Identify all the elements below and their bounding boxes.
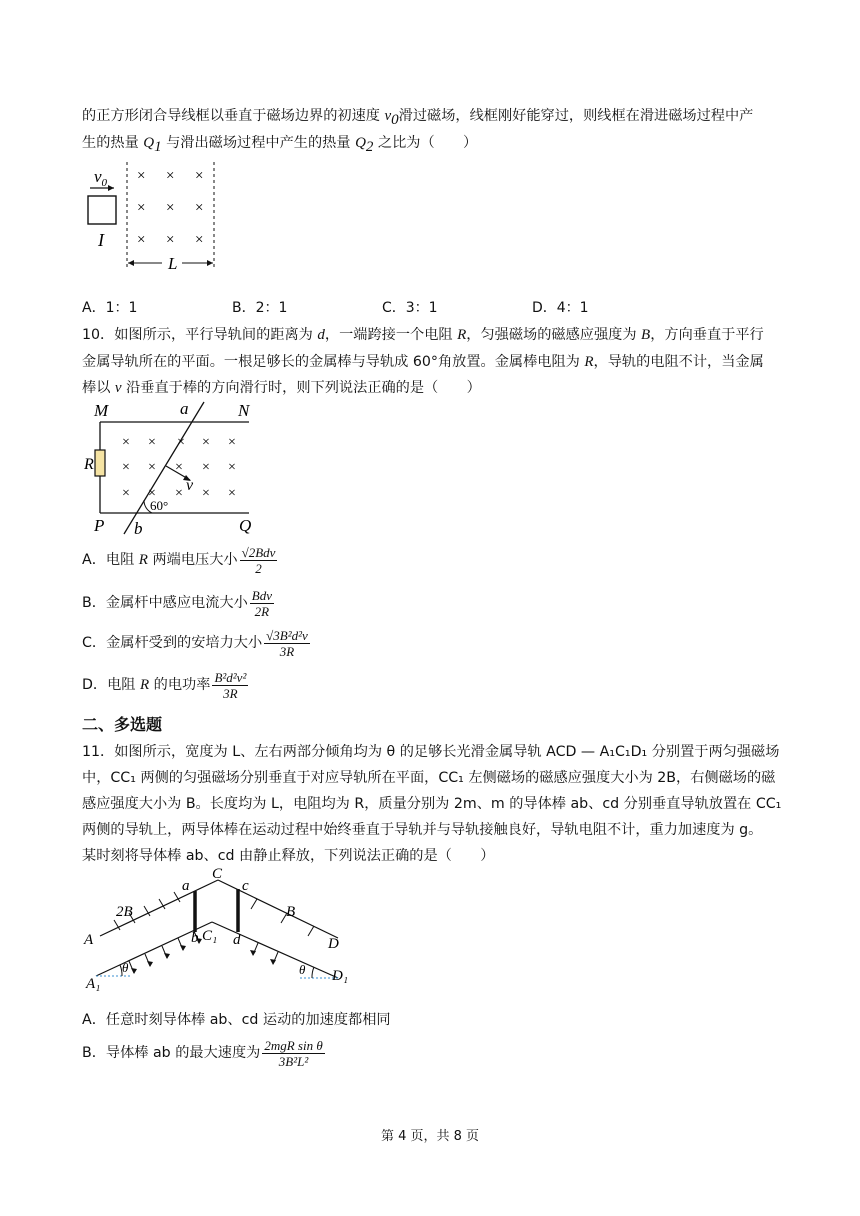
q11-fig-A1: A₁ xyxy=(86,976,101,992)
q10-fig-R: R xyxy=(84,456,94,473)
svg-text:×: × xyxy=(177,435,185,450)
q11-line5: 某时刻将导体棒 ab、cd 由静止释放，下列说法正确的是（ ） xyxy=(82,848,495,864)
q9-option-d[interactable]: D．4：1 xyxy=(532,300,589,316)
svg-text:×: × xyxy=(122,460,130,475)
q9-option-b[interactable]: B．2：1 xyxy=(232,300,288,316)
svg-text:×: × xyxy=(166,232,175,248)
svg-text:×: × xyxy=(166,168,175,184)
q10-fig-resistor xyxy=(95,450,105,476)
q10-option-c-formula: $\frac{\text{√3B²d²v}}{3R}$ xyxy=(266,627,308,659)
svg-text:×: × xyxy=(195,232,204,248)
svg-text:×: × xyxy=(175,486,183,501)
q11-fig-D1: D₁ xyxy=(332,968,349,984)
q10-option-b[interactable]: B．金属杆中感应电流大小 $\frac{\text{Bdv}}{2R}$ xyxy=(82,587,273,619)
q11-fig-C: C xyxy=(212,866,223,882)
q11-fig-C1: C₁ xyxy=(202,928,218,944)
svg-text:×: × xyxy=(148,435,156,450)
q11-fig-theta-left: θ xyxy=(122,960,129,975)
svg-text:×: × xyxy=(148,486,156,501)
page-footer: 第 4 页，共 8 页 xyxy=(380,1129,480,1144)
q9-figure xyxy=(82,160,232,278)
section-title: 二、多选题 xyxy=(82,715,163,734)
q11-line1: 11．如图所示，宽度为 L、左右两部分倾角均为 θ 的足够长光滑金属导轨 ACD — A₁C₁D₁ 分别置于两匀强磁场 xyxy=(82,744,780,760)
q10-option-c[interactable]: C．金属杆受到的安培力大小 $\frac{\text{√3B²d²v}}{3R}$ xyxy=(82,627,308,659)
svg-text:×: × xyxy=(228,460,236,475)
q10-option-a-formula: $\frac{\text{√2Bdv}}{2}$ xyxy=(241,544,276,576)
q11-fig-right-field: B xyxy=(286,904,296,920)
svg-text:×: × xyxy=(202,486,210,501)
q10-line3: 棒以 v 沿垂直于棒的方向滑行时，则下列说法正确的是（ ） xyxy=(82,380,481,396)
q10-fig-b: b xyxy=(134,519,143,538)
q11-fig-theta-right: θ xyxy=(299,962,306,977)
q9-line1: 的正方形闭合导线框以垂直于磁场边界的初速度 $v_0$滑过磁场，线框刚好能穿过，则线框在滑进磁场过程中产 xyxy=(82,108,754,128)
svg-text:×: × xyxy=(195,200,204,216)
q10-fig-field-crosses xyxy=(122,435,236,501)
q10-option-d-formula: $\frac{\text{B²d²v²}}{3R}$ xyxy=(214,669,247,701)
q11-line3: 感应强度大小为 B。长度均为 L，电阻均为 R，质量分别为 2m、m 的导体棒 ab、cd 分别垂直导轨放置在 CC₁ xyxy=(82,796,782,812)
q9-line2: 生的热量 $Q_1$ 与滑出磁场过程中产生的热量 $Q_2$ 之比为（ ） xyxy=(82,135,478,155)
q10-fig-v: v xyxy=(186,477,194,494)
q11-option-b-formula: $\frac{\text{2mgR sin θ}}{\text{3B²L²}}$ xyxy=(264,1037,323,1069)
q10-line1: 10．如图所示，平行导轨间的距离为 d，一端跨接一个电阻 R，匀强磁场的磁感应强度为 B，方向垂直于平行 xyxy=(82,327,764,343)
svg-text:×: × xyxy=(166,200,175,216)
q11-fig-A: A xyxy=(84,932,94,948)
q11-fig-c: c xyxy=(242,878,249,894)
svg-text:×: × xyxy=(228,486,236,501)
q10-fig-a: a xyxy=(180,400,189,418)
q10-option-b-formula: $\frac{\text{Bdv}}{2R}$ xyxy=(251,587,273,619)
q10-figure xyxy=(82,400,267,538)
q11-fig-d: d xyxy=(233,932,241,948)
q9-fig-label-L: L xyxy=(168,254,178,273)
q11-figure xyxy=(82,866,362,996)
q11-option-a[interactable]: A．任意时刻导体棒 ab、cd 运动的加速度都相同 xyxy=(82,1012,391,1028)
svg-text:×: × xyxy=(148,460,156,475)
q11-line2: 中，CC₁ 两侧的匀强磁场分别垂直于对应导轨所在平面，CC₁ 左侧磁场的磁感应强度大小为 2B，右侧磁场的磁 xyxy=(82,770,776,786)
q9-option-a[interactable]: A．1：1 xyxy=(82,300,138,316)
svg-text:×: × xyxy=(202,460,210,475)
svg-text:×: × xyxy=(195,168,204,184)
q9-fig-square-frame xyxy=(88,196,116,224)
q11-fig-a: a xyxy=(182,878,190,894)
q11-fig-left-field: 2B xyxy=(116,904,133,920)
q10-fig-N: N xyxy=(238,401,250,420)
q10-option-d[interactable]: D．电阻 R 的电功率 $\frac{\text{B²d²v²}}{3R}$ xyxy=(82,669,247,701)
svg-text:×: × xyxy=(202,435,210,450)
svg-text:×: × xyxy=(122,435,130,450)
q10-fig-M: M xyxy=(94,401,109,420)
q11-fig-b: b xyxy=(191,930,199,946)
svg-text:×: × xyxy=(175,460,183,475)
q10-fig-angle: 60° xyxy=(150,498,169,513)
q11-fig-D: D xyxy=(328,936,339,952)
q11-option-b[interactable]: B．导体棒 ab 的最大速度为 $\frac{\text{2mgR sin θ}}{\text{3B²L²}}$ xyxy=(82,1037,323,1069)
q10-line2: 金属导轨所在的平面。一根足够长的金属棒与导轨成 60°角放置。金属棒电阻为 R，导轨的电阻不计，当金属 xyxy=(82,354,764,370)
svg-text:×: × xyxy=(137,232,146,248)
q9-fig-field-crosses xyxy=(137,168,203,248)
q9-option-c[interactable]: C．3：1 xyxy=(382,300,438,316)
svg-text:×: × xyxy=(137,200,146,216)
q9-fig-label-I: I xyxy=(98,230,104,250)
q9-fig-v0: $v_0$ xyxy=(94,167,108,189)
q10-option-a[interactable]: A．电阻 R 两端电压大小 $\frac{\text{√2Bdv}}{2}$ xyxy=(82,544,276,576)
q10-fig-Q: Q xyxy=(239,516,252,535)
svg-text:×: × xyxy=(137,168,146,184)
q10-fig-P: P xyxy=(94,516,105,535)
q11-line4: 两侧的导轨上，两导体棒在运动过程中始终垂直于导轨并与导轨接触良好，导轨电阻不计，重力加速度为 g。 xyxy=(82,822,763,838)
svg-text:×: × xyxy=(122,486,130,501)
svg-text:×: × xyxy=(228,435,236,450)
